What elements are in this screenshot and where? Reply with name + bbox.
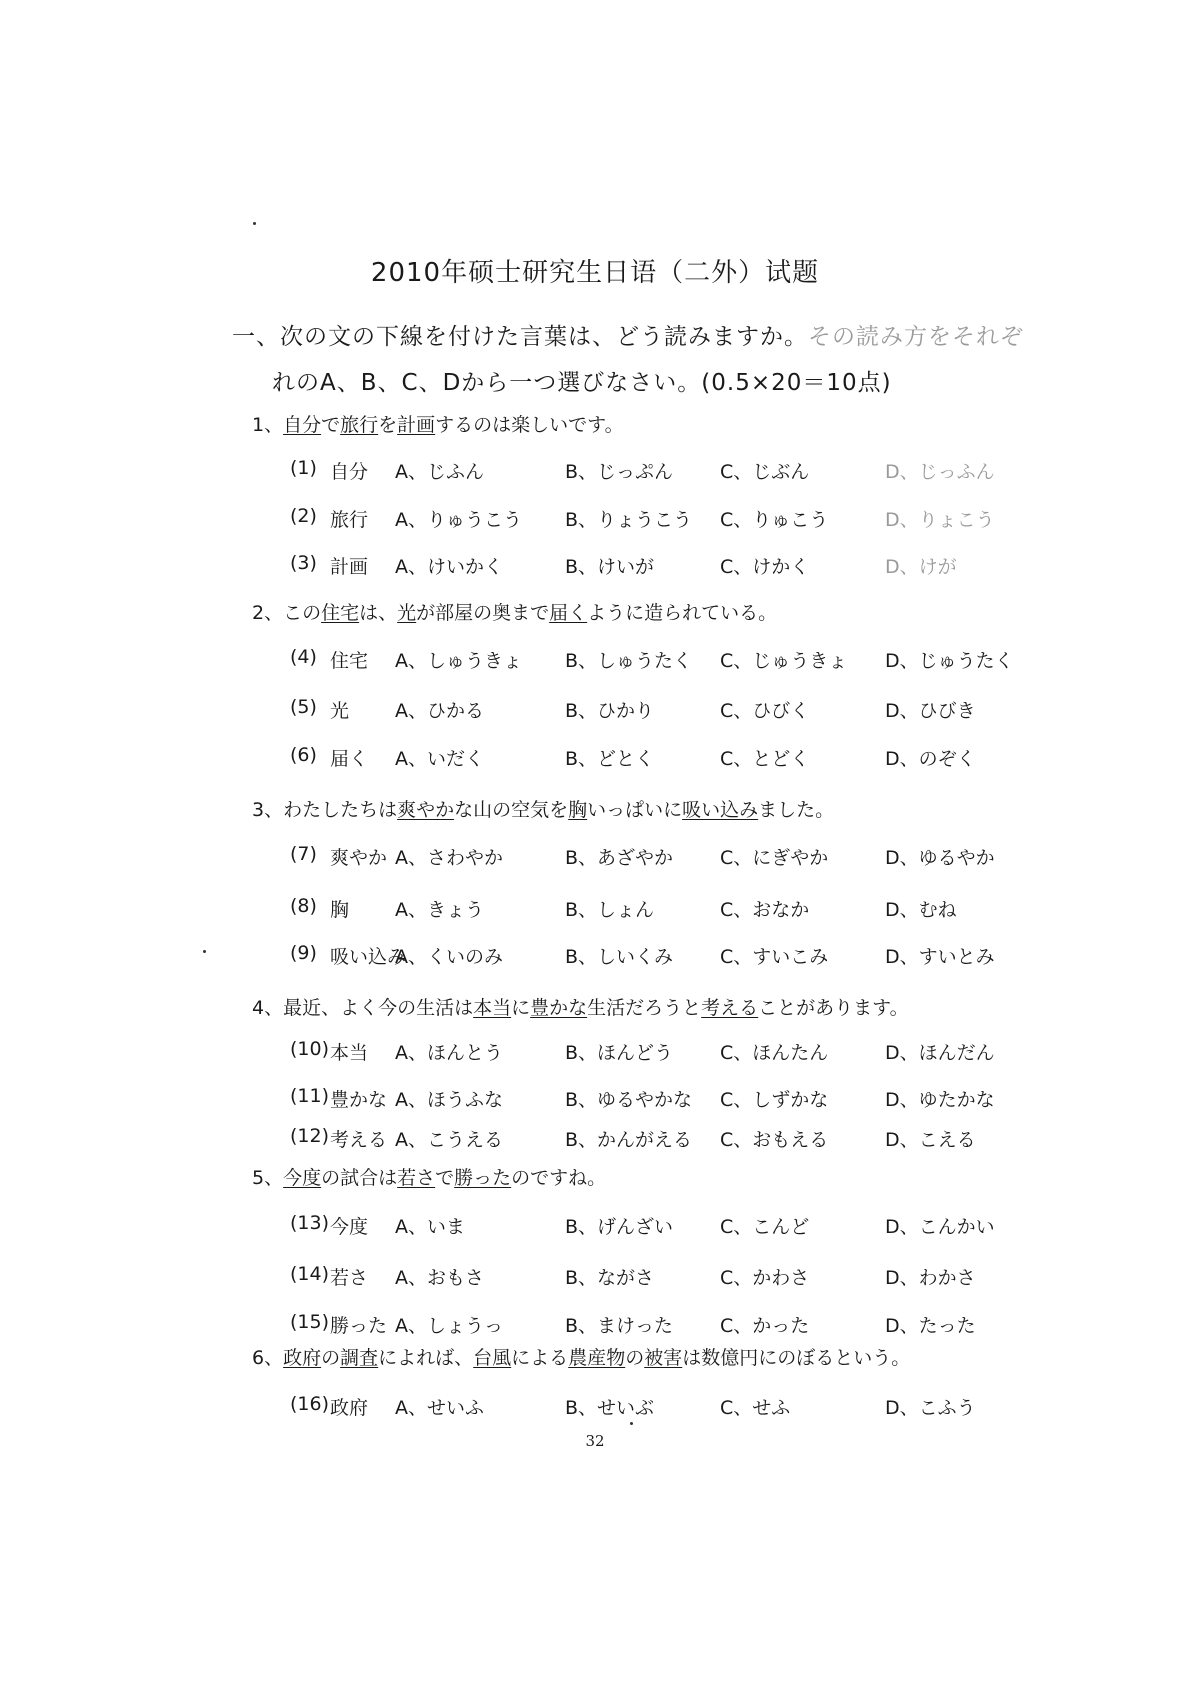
answer-row [0, 1311, 1190, 1341]
underlined-word: 勝った [454, 1167, 512, 1189]
underlined-word: 豊かな [530, 997, 588, 1019]
section-instruction-line-2: れのA、B、C、Dから一つ選びなさい。(0.5×20＝10点) [272, 370, 892, 396]
option-d: D、こんかい [885, 1216, 995, 1238]
item-word: 勝った [330, 1315, 388, 1337]
item-number: (5) [290, 696, 317, 718]
option-a: A、こうえる [395, 1129, 503, 1151]
item-number: (16) [290, 1393, 330, 1415]
item-number: (15) [290, 1311, 330, 1333]
option-b: B、どとく [565, 748, 655, 770]
stem-text: で [321, 414, 341, 436]
answer-row [0, 1085, 1190, 1115]
option-a: A、しゅうきょ [395, 650, 522, 672]
item-number: (9) [290, 942, 317, 964]
option-b: B、げんざい [565, 1216, 674, 1238]
option-a: A、くいのみ [395, 946, 503, 968]
option-d: D、のぞく [885, 748, 976, 770]
stem-text: は数億円にのぼるという。 [682, 1347, 911, 1369]
stem-text: ました。 [758, 799, 835, 821]
item-word: 吸い込み [330, 946, 407, 968]
option-a: A、ほうふな [395, 1089, 503, 1111]
option-a: A、じふん [395, 461, 484, 483]
item-number: (7) [290, 843, 317, 865]
item-word: 考える [330, 1129, 388, 1151]
answer-row [0, 744, 1190, 774]
stem-text: 2、この [252, 602, 322, 624]
option-a: A、けいかく [395, 556, 503, 578]
option-a: A、せいふ [395, 1397, 484, 1419]
underlined-word: 調査 [340, 1347, 379, 1369]
section-instruction-text: 一、次の文の下線を付けた言葉は、どう読みますか。 [232, 324, 808, 350]
option-b: B、あざやか [565, 847, 674, 869]
section-instruction-faded-text: その読み方をそれぞ [808, 324, 1024, 350]
page-number: 32 [585, 1432, 605, 1450]
question-stem [252, 410, 624, 437]
stem-text: 4、最近、よく今の生活は [252, 997, 474, 1019]
option-c: C、とどく [720, 748, 810, 770]
option-a: A、いだく [395, 748, 484, 770]
answer-row [0, 1263, 1190, 1293]
item-number: (3) [290, 552, 317, 574]
underlined-word: 届く [549, 602, 588, 624]
stem-text: の [321, 1347, 341, 1369]
underlined-word: 今度 [283, 1167, 322, 1189]
option-d: D、こふう [885, 1397, 976, 1419]
option-c: C、けかく [720, 556, 810, 578]
option-b: B、しいくみ [565, 946, 674, 968]
option-c: C、こんど [720, 1216, 810, 1238]
option-d: D、すいとみ [885, 946, 995, 968]
item-number: (1) [290, 457, 317, 479]
underlined-word: 吸い込み [682, 799, 759, 821]
option-d: D、こえる [885, 1129, 976, 1151]
item-word: 旅行 [330, 509, 369, 531]
option-b: B、まけった [565, 1315, 674, 1337]
scan-speck [630, 1422, 633, 1425]
stem-text: な山の空気を [454, 799, 569, 821]
option-d: D、むね [885, 899, 957, 921]
item-number: (12) [290, 1125, 330, 1147]
option-d: D、たった [885, 1315, 976, 1337]
item-number: (11) [290, 1085, 330, 1107]
option-a: A、いま [395, 1216, 465, 1238]
underlined-word: 住宅 [321, 602, 360, 624]
option-a: A、りゅうこう [395, 509, 522, 531]
item-number: (8) [290, 895, 317, 917]
option-b: B、けいが [565, 556, 655, 578]
option-c: C、かった [720, 1315, 810, 1337]
option-c: C、りゅこう [720, 509, 829, 531]
item-number: (6) [290, 744, 317, 766]
item-number: (10) [290, 1038, 330, 1060]
option-b: B、せいぶ [565, 1397, 655, 1419]
underlined-word: 本当 [473, 997, 512, 1019]
item-number: (2) [290, 505, 317, 527]
answer-row [0, 552, 1190, 582]
option-c: C、せふ [720, 1397, 791, 1419]
option-d: D、ひびき [885, 700, 976, 722]
item-number: (13) [290, 1212, 330, 1234]
question-stem [252, 598, 777, 625]
item-word: 届く [330, 748, 369, 770]
item-word: 自分 [330, 461, 369, 483]
item-word: 今度 [330, 1216, 369, 1238]
stem-text: ように造られている。 [587, 602, 778, 624]
option-d: D、わかさ [885, 1267, 976, 1289]
option-c: C、ひびく [720, 700, 810, 722]
stem-text: の試合は [321, 1167, 398, 1189]
answer-row [0, 1212, 1190, 1242]
answer-row [0, 942, 1190, 972]
underlined-word: 計画 [397, 414, 436, 436]
item-word: 若さ [330, 1267, 369, 1289]
stem-text: のですね。 [511, 1167, 607, 1189]
stem-text: 3、わたしたちは [252, 799, 398, 821]
option-b: B、ほんどう [565, 1042, 674, 1064]
answer-row [0, 646, 1190, 676]
stem-text: 1、 [252, 414, 284, 436]
stem-text: 生活だろうと [587, 997, 702, 1019]
item-word: 豊かな [330, 1089, 388, 1111]
option-a: A、ひかる [395, 700, 484, 722]
option-c: C、にぎやか [720, 847, 829, 869]
scan-speck [253, 222, 256, 225]
option-d: D、けが [885, 556, 957, 578]
underlined-word: 旅行 [340, 414, 379, 436]
underlined-word: 台風 [473, 1347, 512, 1369]
section-instruction-line-1 [232, 318, 1024, 351]
question-stem [252, 1343, 910, 1370]
answer-row [0, 457, 1190, 487]
option-b: B、りょうこう [565, 509, 693, 531]
stem-text: 5、 [252, 1167, 284, 1189]
question-stem [252, 993, 909, 1020]
stem-text: を [378, 414, 398, 436]
option-b: B、しょん [565, 899, 655, 921]
item-word: 住宅 [330, 650, 369, 672]
option-a: A、おもさ [395, 1267, 484, 1289]
option-b: B、かんがえる [565, 1129, 693, 1151]
option-a: A、しょうっ [395, 1315, 503, 1337]
answer-row [0, 696, 1190, 726]
answer-row [0, 1038, 1190, 1068]
page-title: 2010年硕士研究生日语（二外）试题 [370, 258, 820, 288]
item-word: 本当 [330, 1042, 369, 1064]
question-stem [252, 795, 834, 822]
stem-text: するのは楽しいです。 [435, 414, 624, 436]
item-word: 政府 [330, 1397, 369, 1419]
stem-text: 6、 [252, 1347, 284, 1369]
underlined-word: 政府 [283, 1347, 322, 1369]
stem-text: ことがあります。 [758, 997, 909, 1019]
option-c: C、おもえる [720, 1129, 829, 1151]
option-c: C、ほんたん [720, 1042, 829, 1064]
item-word: 胸 [330, 899, 350, 921]
stem-text: に [511, 997, 531, 1019]
underlined-word: 光 [397, 602, 417, 624]
stem-text: で [435, 1167, 455, 1189]
option-b: B、ながさ [565, 1267, 655, 1289]
item-number: (14) [290, 1263, 330, 1285]
underlined-word: 爽やか [397, 799, 455, 821]
option-c: C、かわさ [720, 1267, 810, 1289]
answer-row [0, 895, 1190, 925]
answer-row [0, 843, 1190, 873]
question-stem [252, 1163, 606, 1190]
underlined-word: 自分 [283, 414, 322, 436]
option-d: D、ゆたかな [885, 1089, 995, 1111]
stem-text: の [625, 1347, 645, 1369]
option-d: D、じっふん [885, 461, 995, 483]
underlined-word: 若さ [397, 1167, 436, 1189]
item-word: 光 [330, 700, 350, 722]
option-a: A、きょう [395, 899, 484, 921]
option-c: C、おなか [720, 899, 810, 921]
stem-text: によれば、 [378, 1347, 474, 1369]
underlined-word: 農産物 [568, 1347, 626, 1369]
option-b: B、しゅうたく [565, 650, 693, 672]
option-c: C、しずかな [720, 1089, 829, 1111]
option-b: B、ゆるやかな [565, 1089, 693, 1111]
item-number: (4) [290, 646, 317, 668]
option-c: C、じゅうきょ [720, 650, 848, 672]
stem-text: による [511, 1347, 569, 1369]
option-c: C、じぶん [720, 461, 810, 483]
stem-text: いっぱいに [587, 799, 683, 821]
stem-text: は、 [359, 602, 398, 624]
answer-row [0, 1125, 1190, 1155]
item-word: 爽やか [330, 847, 388, 869]
option-d: D、りょこう [885, 509, 995, 531]
answer-row [0, 1393, 1190, 1423]
option-d: D、ゆるやか [885, 847, 995, 869]
option-d: D、ほんだん [885, 1042, 995, 1064]
underlined-word: 被害 [644, 1347, 683, 1369]
option-a: A、ほんとう [395, 1042, 503, 1064]
underlined-word: 考える [701, 997, 759, 1019]
option-b: B、じっぷん [565, 461, 674, 483]
option-a: A、さわやか [395, 847, 503, 869]
option-b: B、ひかり [565, 700, 655, 722]
scan-speck [203, 950, 206, 953]
underlined-word: 胸 [568, 799, 588, 821]
stem-text: が部屋の奥まで [416, 602, 550, 624]
answer-row [0, 505, 1190, 535]
item-word: 計画 [330, 556, 369, 578]
option-c: C、すいこみ [720, 946, 829, 968]
option-d: D、じゅうたく [885, 650, 1014, 672]
